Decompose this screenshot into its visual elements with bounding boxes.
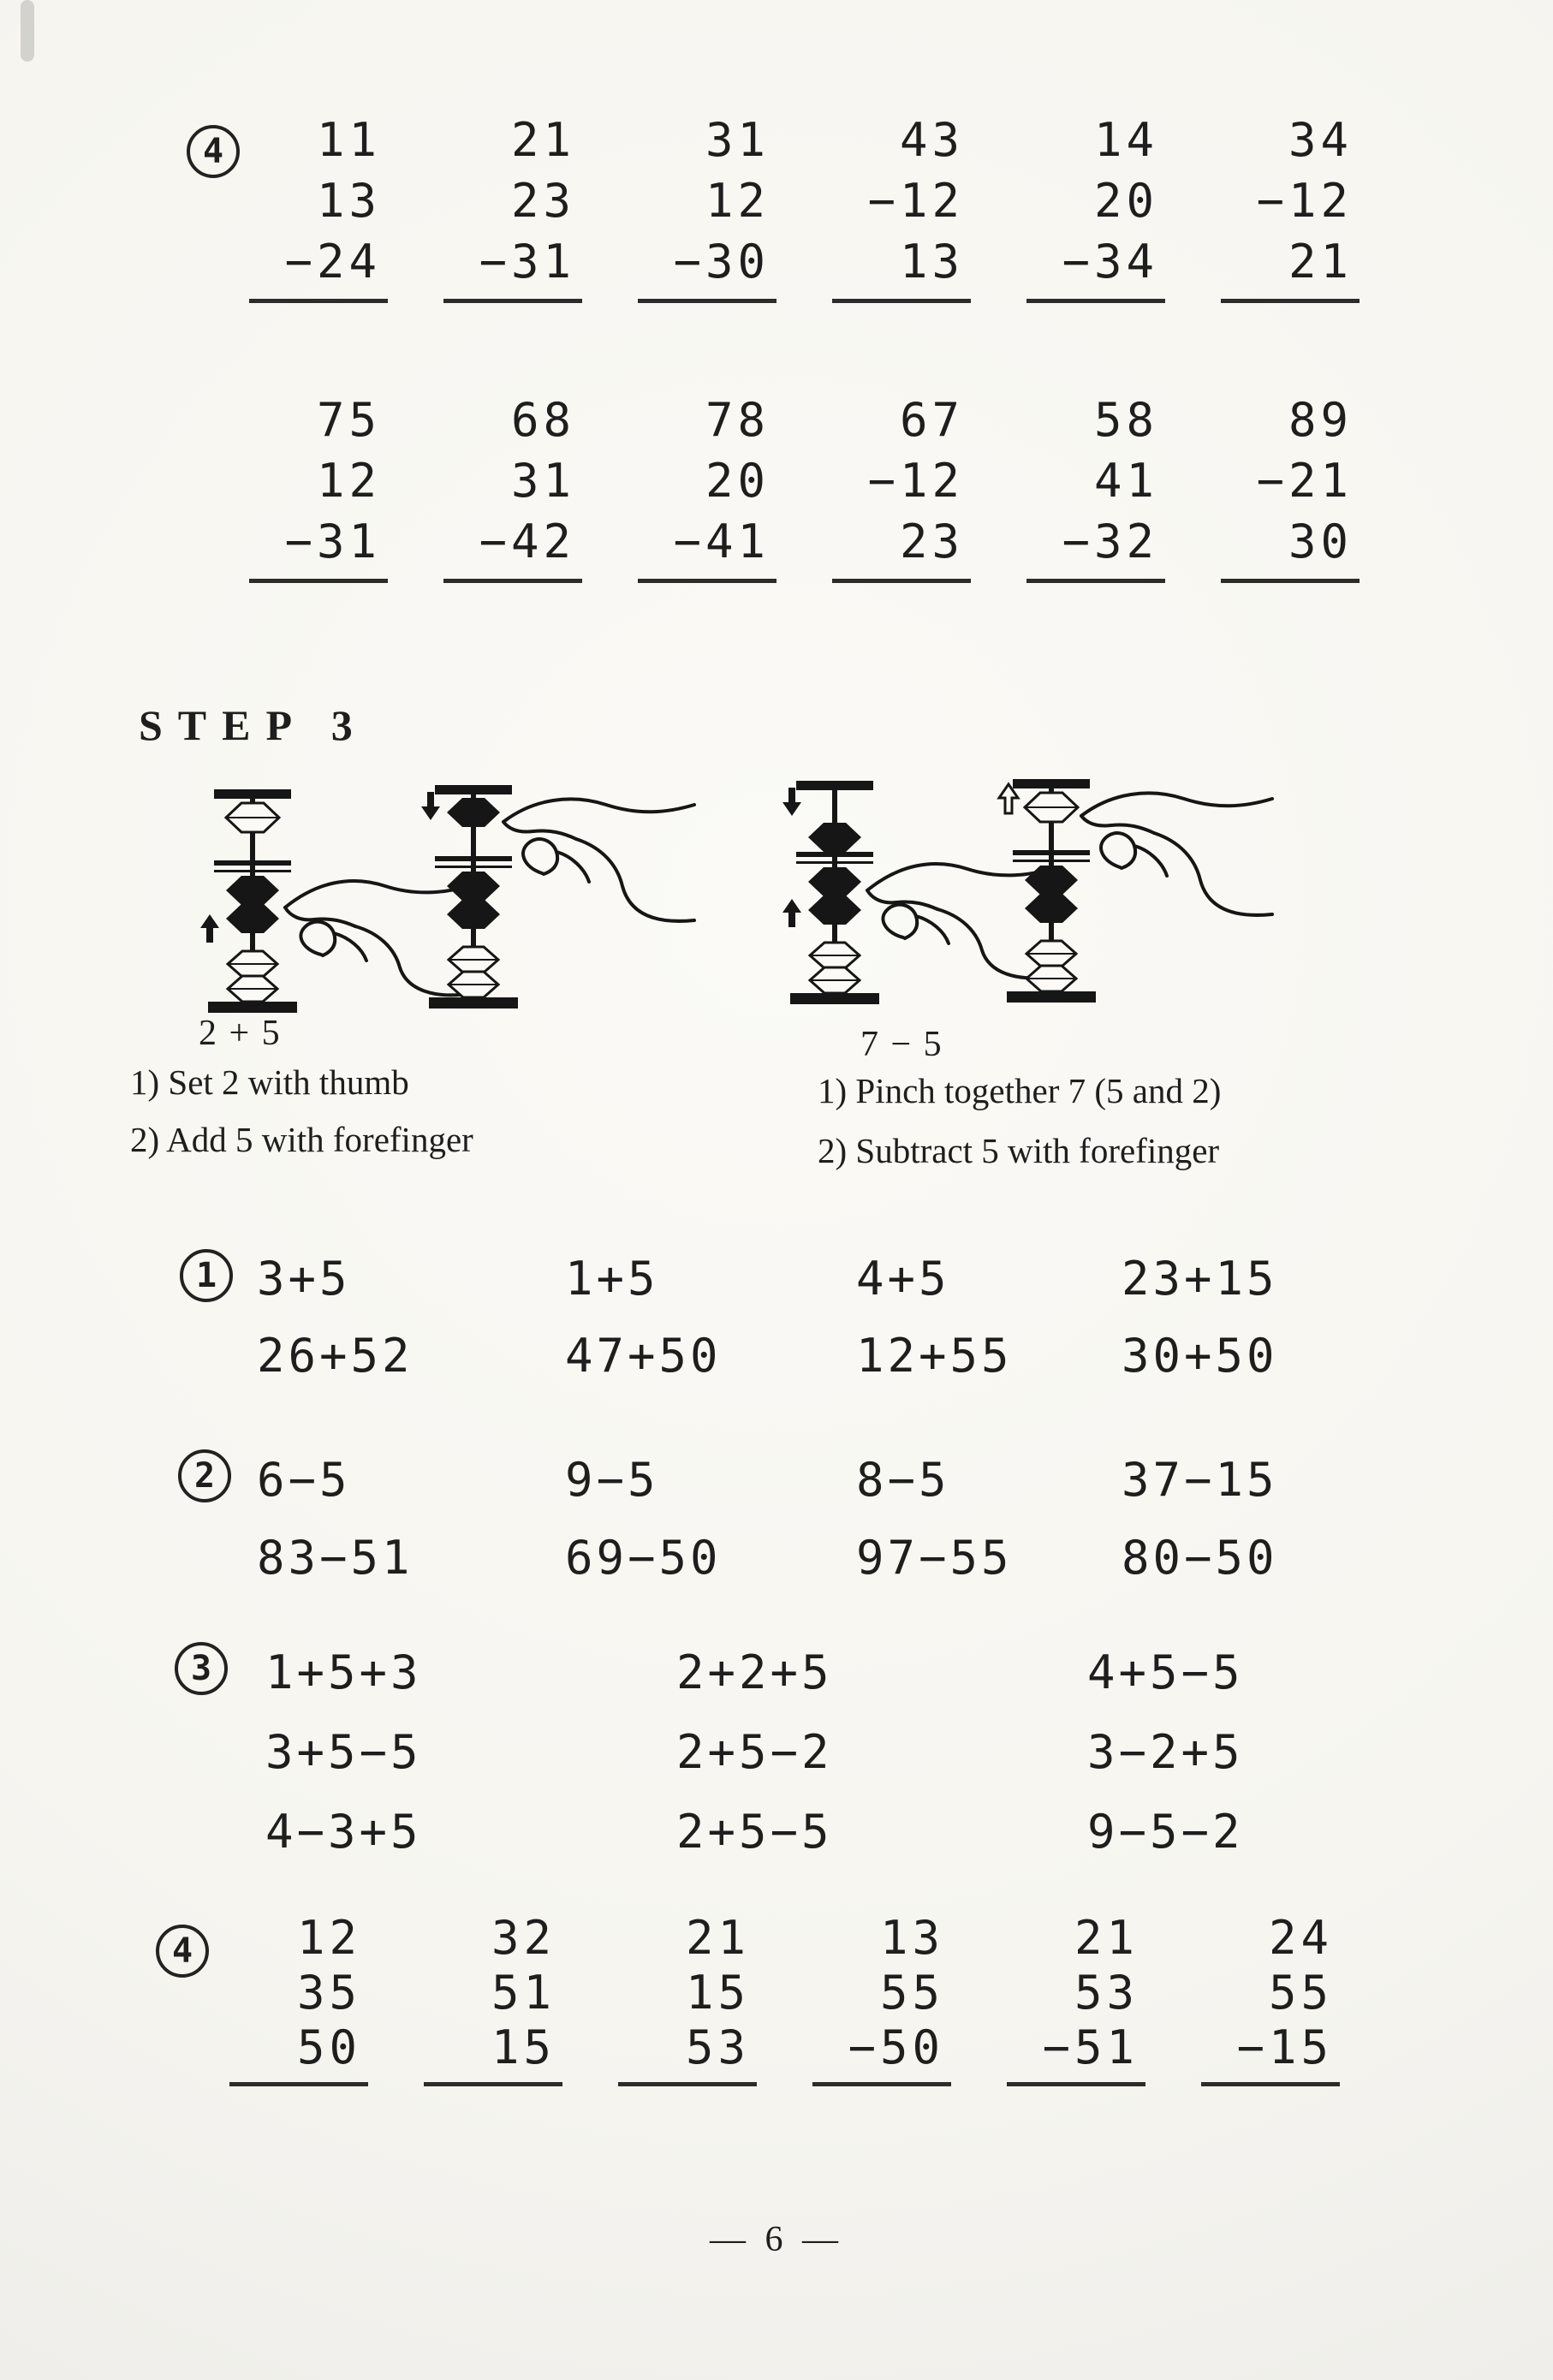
expression: 6−5 (257, 1453, 351, 1507)
abacus-bar (214, 860, 291, 866)
answer-line (424, 2082, 562, 2086)
demo-step-1-left: 1) Set 2 with thumb (130, 1062, 409, 1102)
section-label-4-top: 4 (187, 125, 240, 178)
problem-line: 31 (510, 454, 575, 508)
heaven-bead-set (808, 823, 861, 852)
expression: 3−2+5 (1087, 1725, 1244, 1779)
answer-line (443, 299, 582, 303)
column-problem (827, 110, 973, 303)
problem-line: −24 (284, 235, 381, 289)
problem-line: 32 (491, 1911, 556, 1965)
expression: 8−5 (856, 1453, 950, 1507)
expression: 1+5+3 (265, 1645, 422, 1699)
problem-line: −31 (479, 235, 575, 289)
abacus-bottom-frame (1007, 991, 1096, 1003)
expression: 2+2+5 (676, 1645, 833, 1699)
answer-line (1026, 299, 1165, 303)
expression: 37−15 (1122, 1453, 1278, 1507)
column-problem (807, 1911, 953, 2086)
up-arrow-outline-icon (999, 784, 1018, 813)
scan-artifact (21, 0, 34, 62)
hand-outline (503, 799, 694, 921)
demo-step-2-left: 2) Add 5 with forefinger (130, 1120, 473, 1159)
expression: 80−50 (1122, 1531, 1278, 1585)
problem-line: −42 (479, 515, 575, 568)
problem-line: 12 (296, 1911, 361, 1965)
problem-line: −41 (673, 515, 770, 568)
problem-line: 78 (705, 393, 770, 447)
demo-expression-right: 7 − 5 (860, 1025, 943, 1064)
problem-line: 20 (1093, 174, 1158, 228)
problem-line: 23 (510, 174, 575, 228)
expression: 9−5−2 (1087, 1805, 1244, 1859)
answer-line (618, 2082, 757, 2086)
problem-line: −15 (1236, 2020, 1333, 2074)
down-arrow-icon (782, 788, 801, 816)
demo-step-1-right: 1) Pinch together 7 (5 and 2) (818, 1071, 1222, 1110)
problem-line: −31 (284, 515, 381, 568)
expression: 4+5−5 (1087, 1645, 1244, 1699)
problem-line: 31 (705, 113, 770, 167)
exercise-label-4: 4 (156, 1925, 209, 1978)
earth-bead-set (447, 872, 500, 901)
problem-line: 53 (1074, 1966, 1139, 2020)
page-number: — 6 — (710, 2220, 843, 2259)
answer-line (812, 2082, 951, 2086)
expression: 26+52 (257, 1329, 414, 1383)
abacus-bottom-frame (429, 997, 518, 1009)
exercise-1-row-1 (257, 1252, 1278, 1306)
down-arrow-icon (421, 792, 440, 820)
expression: 4−3+5 (265, 1805, 422, 1859)
expression: 83−51 (257, 1531, 414, 1585)
column-problem (633, 110, 778, 303)
column-problem (244, 390, 390, 583)
step-heading: STEP 3 (139, 701, 368, 749)
demo-step-2-right: 2) Subtract 5 with forefinger (818, 1131, 1220, 1170)
expression: 23+15 (1122, 1252, 1278, 1306)
answer-line (1221, 299, 1360, 303)
expression: 97−55 (856, 1531, 1013, 1585)
abacus-diagram-add-5 (414, 775, 696, 1027)
column-problem (1216, 110, 1361, 303)
problem-line: 21 (1074, 1911, 1139, 1965)
answer-line (832, 579, 971, 583)
column-problem (438, 390, 584, 583)
problem-line: 24 (1268, 1911, 1333, 1965)
problem-line: −12 (867, 454, 964, 508)
earth-bead-set (1025, 894, 1078, 923)
earth-bead-set (226, 904, 279, 933)
column-problem (613, 1911, 759, 2086)
column-problem (1021, 390, 1167, 583)
problem-line: 30 (1288, 515, 1353, 568)
problem-line: −32 (1062, 515, 1158, 568)
answer-line (638, 299, 776, 303)
problem-line: 34 (1288, 113, 1353, 167)
drill-top-row-1 (244, 110, 1361, 303)
problem-line: 68 (510, 393, 575, 447)
heaven-bead-set (447, 798, 500, 827)
answer-line (229, 2082, 368, 2086)
problem-line: 67 (899, 393, 964, 447)
abacus-bar (1013, 850, 1090, 855)
column-problem (1196, 1911, 1342, 2086)
exercise-label-2: 2 (178, 1449, 231, 1502)
expression: 69−50 (565, 1531, 722, 1585)
hand-outline (1081, 793, 1272, 915)
column-problem (1002, 1911, 1147, 2086)
exercise-2-row-2 (257, 1531, 1278, 1585)
exercise-4-row (224, 1911, 1342, 2086)
problem-line: 13 (879, 1911, 944, 1965)
answer-line (249, 299, 388, 303)
problem-line: −50 (848, 2020, 944, 2074)
earth-bead-set (226, 876, 279, 905)
earth-bead-set (447, 900, 500, 929)
problem-line: 21 (685, 1911, 750, 1965)
expression: 2+5−5 (676, 1805, 833, 1859)
exercise-1-row-2 (257, 1329, 1278, 1383)
problem-line: 50 (296, 2020, 361, 2074)
column-problem (827, 390, 973, 583)
problem-line: −21 (1256, 454, 1353, 508)
problem-line: 53 (685, 2020, 750, 2074)
problem-line: −12 (1256, 174, 1353, 228)
expression: 47+50 (565, 1329, 722, 1383)
problem-line: 23 (899, 515, 964, 568)
demo-expression-left: 2 + 5 (199, 1014, 282, 1053)
exercise-label-3: 3 (175, 1642, 228, 1695)
problem-line: 35 (296, 1966, 361, 2020)
problem-line: 58 (1093, 393, 1158, 447)
expression: 3+5−5 (265, 1725, 422, 1779)
problem-line: 89 (1288, 393, 1353, 447)
exercise-label-1: 1 (180, 1249, 233, 1302)
problem-line: 75 (316, 393, 381, 447)
earth-bead-set (1025, 866, 1078, 895)
column-problem (1021, 110, 1167, 303)
problem-line: 13 (316, 174, 381, 228)
problem-line: 13 (899, 235, 964, 289)
problem-line: −34 (1062, 235, 1158, 289)
expression: 9−5 (565, 1453, 659, 1507)
problem-line: −12 (867, 174, 964, 228)
up-arrow-icon (200, 914, 219, 943)
expression: 12+55 (856, 1329, 1013, 1383)
expression: 3+5 (257, 1252, 351, 1306)
column-problem (224, 1911, 370, 2086)
answer-line (1201, 2082, 1340, 2086)
problem-line: 12 (316, 454, 381, 508)
problem-line: 21 (510, 113, 575, 167)
up-arrow-icon (782, 899, 801, 927)
answer-line (832, 299, 971, 303)
column-problem (1216, 390, 1361, 583)
problem-line: 55 (1268, 1966, 1333, 2020)
problem-line: 41 (1093, 454, 1158, 508)
problem-line: 55 (879, 1966, 944, 2020)
abacus-bar (435, 856, 512, 861)
problem-line: 21 (1288, 235, 1353, 289)
expression: 1+5 (565, 1252, 659, 1306)
problem-line: 11 (316, 113, 381, 167)
problem-line: 20 (705, 454, 770, 508)
answer-line (638, 579, 776, 583)
drill-top-row-2 (244, 390, 1361, 583)
problem-line: 15 (491, 2020, 556, 2074)
expression: 2+5−2 (676, 1725, 833, 1779)
problem-line: −51 (1042, 2020, 1139, 2074)
abacus-bar (796, 852, 873, 857)
earth-bead-set (808, 867, 861, 896)
problem-line: 51 (491, 1966, 556, 2020)
exercise-2-row-1 (257, 1453, 1278, 1507)
expression: 30+50 (1122, 1329, 1278, 1383)
problem-line: 12 (705, 174, 770, 228)
answer-line (1221, 579, 1360, 583)
abacus-bottom-frame (208, 1002, 297, 1013)
exercise-3-row-2 (265, 1725, 1244, 1779)
earth-bead-set (808, 895, 861, 925)
column-problem (419, 1911, 564, 2086)
expression: 4+5 (856, 1252, 950, 1306)
column-problem (633, 390, 778, 583)
problem-line: 43 (899, 113, 964, 167)
exercise-3-row-3 (265, 1805, 1244, 1859)
problem-line: 15 (685, 1966, 750, 2020)
column-problem (244, 110, 390, 303)
answer-line (1026, 579, 1165, 583)
answer-line (443, 579, 582, 583)
problem-line: 14 (1093, 113, 1158, 167)
exercise-3-row-1 (265, 1645, 1244, 1699)
column-problem (438, 110, 584, 303)
abacus-diagram-subtract-5 (991, 769, 1274, 1021)
abacus-bottom-frame (790, 993, 879, 1004)
answer-line (249, 579, 388, 583)
answer-line (1007, 2082, 1145, 2086)
problem-line: −30 (673, 235, 770, 289)
